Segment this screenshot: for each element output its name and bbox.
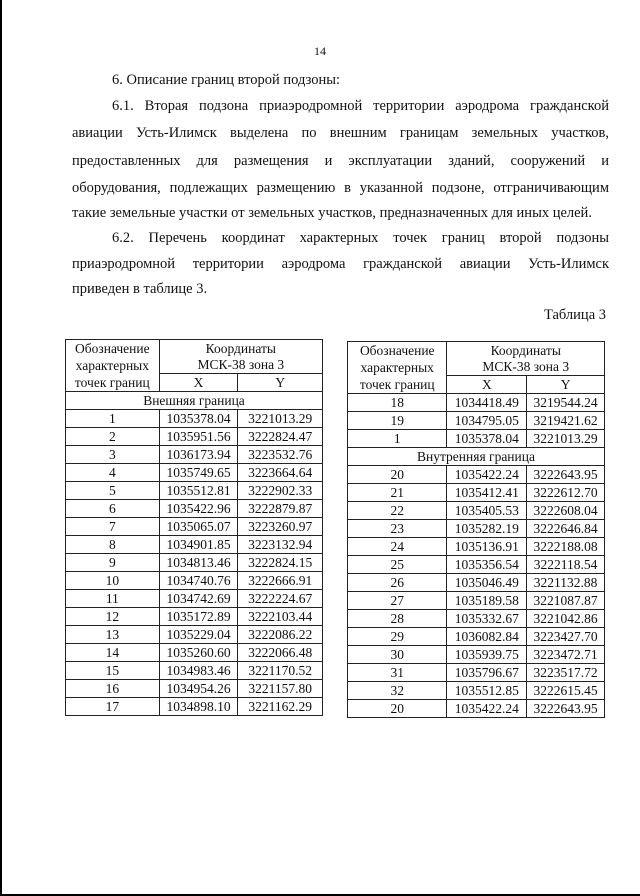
- coord-x: 1035796.67: [447, 664, 527, 682]
- coord-y: 3222643.95: [527, 466, 605, 484]
- col-point-header: Обозначение характерных точек границ: [348, 342, 447, 394]
- point-number: 28: [348, 610, 447, 628]
- coord-x: 1035378.04: [159, 410, 238, 428]
- point-number: 20: [348, 700, 447, 718]
- coord-x: 1035749.65: [159, 464, 238, 482]
- point-number: 26: [348, 574, 447, 592]
- table-row: [66, 482, 323, 500]
- coord-x: 1034742.69: [159, 590, 238, 608]
- table-row: [348, 394, 605, 412]
- point-number: 32: [348, 682, 447, 700]
- col-coords-header: Координаты МСК-38 зона 3: [159, 340, 322, 374]
- coord-y: 3223517.72: [527, 664, 605, 682]
- point-number: 18: [348, 394, 447, 412]
- point-number: 1: [348, 430, 447, 448]
- coord-x: 1035378.04: [447, 430, 527, 448]
- coord-y: 3223427.70: [527, 628, 605, 646]
- table-caption: Таблица 3: [543, 307, 606, 323]
- scan-edge-left: [0, 0, 2, 896]
- coord-y: 3222224.67: [238, 590, 323, 608]
- point-number: 9: [66, 554, 160, 572]
- table-row: [348, 484, 605, 502]
- table-row: [66, 518, 323, 536]
- coord-x: 1036173.94: [159, 446, 238, 464]
- col-y-header: Y: [527, 376, 605, 394]
- para1-line-5: такие земельные участки от земельных участков, предназначенных для иных целей.: [72, 205, 592, 221]
- coord-y: 3221162.29: [238, 698, 323, 716]
- coord-x: 1034954.26: [159, 680, 238, 698]
- table-row: [348, 628, 605, 646]
- para1-line-4: оборудования, подлежащих размещению в указанной подзоне, отграничивающим: [72, 180, 609, 196]
- point-number: 31: [348, 664, 447, 682]
- point-number: 12: [66, 608, 160, 626]
- point-number: 6: [66, 500, 160, 518]
- coord-x: 1035282.19: [447, 520, 527, 538]
- point-number: 1: [66, 410, 160, 428]
- coord-x: 1034901.85: [159, 536, 238, 554]
- coord-x: 1035405.53: [447, 502, 527, 520]
- point-number: 22: [348, 502, 447, 520]
- para2-line-1: 6.2. Перечень координат характерных точек границ второй подзоны: [112, 230, 609, 246]
- table-row: [66, 428, 323, 446]
- table-row: [348, 412, 605, 430]
- point-number: 16: [66, 680, 160, 698]
- coord-y: 3222612.70: [527, 484, 605, 502]
- coord-x: 1035046.49: [447, 574, 527, 592]
- coord-y: 3222902.33: [238, 482, 323, 500]
- coord-x: 1035951.56: [159, 428, 238, 446]
- coord-x: 1035356.54: [447, 556, 527, 574]
- coord-y: 3219421.62: [527, 412, 605, 430]
- coord-x: 1035422.24: [447, 700, 527, 718]
- coord-x: 1035422.96: [159, 500, 238, 518]
- coord-y: 3221013.29: [238, 410, 323, 428]
- coord-x: 1035332.67: [447, 610, 527, 628]
- table-row: [348, 520, 605, 538]
- coord-x: 1035939.75: [447, 646, 527, 664]
- table-row: [348, 430, 605, 448]
- table-row: [66, 410, 323, 428]
- point-number: 2: [66, 428, 160, 446]
- coord-x: 1035065.07: [159, 518, 238, 536]
- coord-x: 1035422.24: [447, 466, 527, 484]
- coord-y: 3221087.87: [527, 592, 605, 610]
- coord-y: 3222103.44: [238, 608, 323, 626]
- point-number: 19: [348, 412, 447, 430]
- section-inner-boundary: Внутренняя граница: [348, 448, 605, 466]
- para2-line-2: приаэродромной территории аэродрома гражданской авиации Усть-Илимск: [72, 256, 609, 272]
- coord-y: 3222824.47: [238, 428, 323, 446]
- para1-line-2: авиации Усть-Илимск выделена по внешним границам земельных участков,: [72, 125, 609, 141]
- coord-y: 3222118.54: [527, 556, 605, 574]
- table-row: [66, 536, 323, 554]
- coord-x: 1034418.49: [447, 394, 527, 412]
- coord-x: 1035189.58: [447, 592, 527, 610]
- coord-y: 3223532.76: [238, 446, 323, 464]
- table-row: [66, 608, 323, 626]
- point-number: 7: [66, 518, 160, 536]
- point-number: 17: [66, 698, 160, 716]
- point-number: 8: [66, 536, 160, 554]
- table-row: [66, 680, 323, 698]
- table-row: [66, 572, 323, 590]
- table-row: [348, 700, 605, 718]
- point-number: 30: [348, 646, 447, 664]
- point-number: 5: [66, 482, 160, 500]
- coord-x: 1036082.84: [447, 628, 527, 646]
- point-number: 24: [348, 538, 447, 556]
- point-number: 27: [348, 592, 447, 610]
- col-y-header: Y: [238, 374, 323, 392]
- point-number: 15: [66, 662, 160, 680]
- coord-y: 3221013.29: [527, 430, 605, 448]
- coord-x: 1035229.04: [159, 626, 238, 644]
- table-row: [66, 500, 323, 518]
- coords-table-left: [65, 339, 323, 716]
- col-point-header: Обозначение характерных точек границ: [66, 340, 160, 392]
- coord-x: 1035136.91: [447, 538, 527, 556]
- coord-x: 1034795.05: [447, 412, 527, 430]
- coord-y: 3222188.08: [527, 538, 605, 556]
- coord-y: 3222608.04: [527, 502, 605, 520]
- table-row: [348, 682, 605, 700]
- col-x-header: X: [159, 374, 238, 392]
- table-row: [348, 646, 605, 664]
- table-row: [348, 664, 605, 682]
- point-number: 10: [66, 572, 160, 590]
- table-row: [348, 556, 605, 574]
- point-number: 14: [66, 644, 160, 662]
- coord-y: 3221042.86: [527, 610, 605, 628]
- point-number: 4: [66, 464, 160, 482]
- coord-y: 3223664.64: [238, 464, 323, 482]
- coords-table-right: [347, 341, 605, 718]
- point-number: 25: [348, 556, 447, 574]
- coord-y: 3222824.15: [238, 554, 323, 572]
- table-row: [66, 698, 323, 716]
- point-number: 3: [66, 446, 160, 464]
- table-row: [348, 502, 605, 520]
- section-outer-boundary: Внешняя граница: [66, 392, 323, 410]
- table-row: [66, 464, 323, 482]
- table-row: [66, 554, 323, 572]
- coord-y: 3222879.87: [238, 500, 323, 518]
- point-number: 11: [66, 590, 160, 608]
- table-row: [348, 466, 605, 484]
- table-row: [348, 592, 605, 610]
- coord-y: 3222643.95: [527, 700, 605, 718]
- coord-y: 3223472.71: [527, 646, 605, 664]
- para1-line-3: предоставленных для размещения и эксплуатации зданий, сооружений и: [72, 153, 609, 169]
- coord-y: 3222086.22: [238, 626, 323, 644]
- coord-x: 1034983.46: [159, 662, 238, 680]
- coord-x: 1034898.10: [159, 698, 238, 716]
- table-row: [66, 662, 323, 680]
- table-row: [348, 610, 605, 628]
- coord-x: 1035512.85: [447, 682, 527, 700]
- coord-x: 1035412.41: [447, 484, 527, 502]
- coord-y: 3221157.80: [238, 680, 323, 698]
- para1-line-1: 6.1. Вторая подзона приаэродромной территории аэродрома гражданской: [112, 98, 609, 114]
- col-x-header: X: [447, 376, 527, 394]
- coord-y: 3222666.91: [238, 572, 323, 590]
- coord-y: 3222066.48: [238, 644, 323, 662]
- table-row: [66, 644, 323, 662]
- table-row: [66, 446, 323, 464]
- coord-y: 3222615.45: [527, 682, 605, 700]
- coord-x: 1034813.46: [159, 554, 238, 572]
- table-row: [348, 574, 605, 592]
- coord-x: 1035172.89: [159, 608, 238, 626]
- coord-y: 3223132.94: [238, 536, 323, 554]
- table-row: [66, 626, 323, 644]
- page-number: 14: [314, 44, 326, 58]
- table-row: [348, 538, 605, 556]
- coord-x: 1035512.81: [159, 482, 238, 500]
- coord-y: 3223260.97: [238, 518, 323, 536]
- point-number: 20: [348, 466, 447, 484]
- para2-line-3: приведен в таблице 3.: [72, 281, 208, 297]
- coord-y: 3221170.52: [238, 662, 323, 680]
- table-row: [66, 590, 323, 608]
- coord-y: 3221132.88: [527, 574, 605, 592]
- coord-x: 1034740.76: [159, 572, 238, 590]
- coord-x: 1035260.60: [159, 644, 238, 662]
- point-number: 29: [348, 628, 447, 646]
- col-coords-header: Координаты МСК-38 зона 3: [447, 342, 605, 376]
- section-heading: 6. Описание границ второй подзоны:: [112, 72, 340, 88]
- coord-y: 3222646.84: [527, 520, 605, 538]
- coord-y: 3219544.24: [527, 394, 605, 412]
- point-number: 21: [348, 484, 447, 502]
- point-number: 13: [66, 626, 160, 644]
- point-number: 23: [348, 520, 447, 538]
